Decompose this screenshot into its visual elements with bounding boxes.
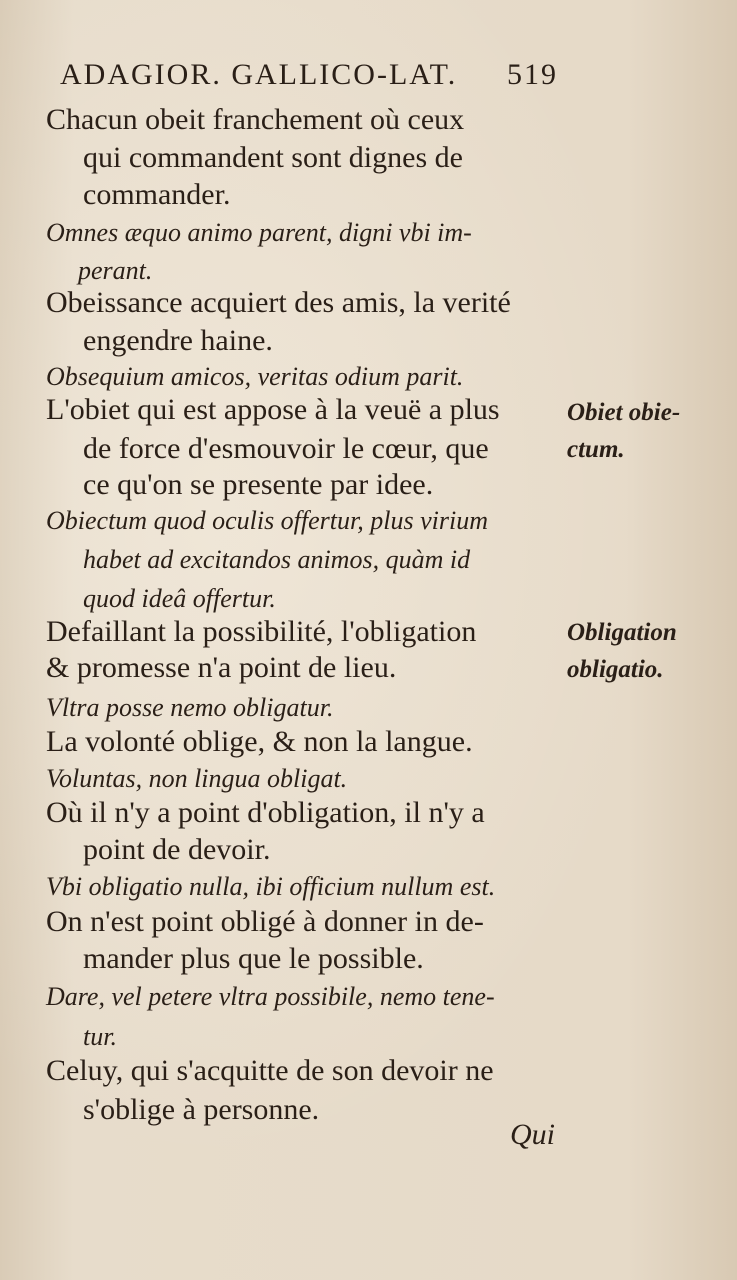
latin-line: Omnes æquo animo parent, digni vbi im-	[46, 218, 472, 247]
text-line: engendre haine.	[83, 324, 273, 357]
text-line: Obeissance acquiert des amis, la verité	[46, 286, 511, 319]
latin-line: Obsequium amicos, veritas odium parit.	[46, 362, 464, 391]
latin-line: tur.	[83, 1022, 117, 1051]
text-line: La volonté oblige, & non la langue.	[46, 725, 473, 758]
margin-note: obligatio.	[567, 656, 664, 683]
text-line: Chacun obeit franchement où ceux	[46, 103, 465, 136]
text-line: Celuy, qui s'acquitte de son devoir ne	[46, 1054, 494, 1087]
text-line: de force d'esmouvoir le cœur, que	[83, 432, 489, 465]
text-line: s'oblige à personne.	[83, 1093, 320, 1126]
latin-line: Voluntas, non lingua obligat.	[46, 764, 348, 793]
text-line: point de devoir.	[83, 833, 271, 866]
text-line: qui commandent sont dignes de	[83, 141, 463, 174]
page-number: 519	[507, 58, 558, 91]
text-line: mander plus que le possible.	[83, 942, 424, 975]
margin-note: Obligation	[567, 619, 677, 646]
catchword: Qui	[510, 1118, 555, 1151]
margin-note: ctum.	[567, 436, 625, 463]
latin-line: quod ideâ offertur.	[83, 584, 276, 613]
running-title: ADAGIOR. GALLICO-LAT.	[60, 58, 458, 91]
latin-line: perant.	[78, 256, 153, 285]
latin-line: Vltra posse nemo obligatur.	[46, 693, 334, 722]
text-line: L'obiet qui est appose à la veuë a plus	[46, 393, 500, 426]
margin-note: Obiet obie-	[567, 399, 681, 426]
latin-line: habet ad excitandos animos, quàm id	[83, 545, 471, 574]
latin-line: Dare, vel petere vltra possibile, nemo tene-	[46, 982, 495, 1011]
latin-line: Vbi obligatio nulla, ibi officium nullum est.	[46, 872, 496, 901]
text-line: & promesse n'a point de lieu.	[46, 651, 397, 684]
text-line: ce qu'on se presente par idee.	[83, 468, 434, 501]
text-line: Defaillant la possibilité, l'obligation	[46, 615, 477, 648]
text-line: Où il n'y a point d'obligation, il n'y a	[46, 796, 485, 829]
running-header	[60, 58, 558, 92]
latin-line: Obiectum quod oculis offertur, plus virium	[46, 506, 488, 535]
text-line: commander.	[83, 178, 231, 211]
text-line: On n'est point obligé à donner in de-	[46, 905, 484, 938]
